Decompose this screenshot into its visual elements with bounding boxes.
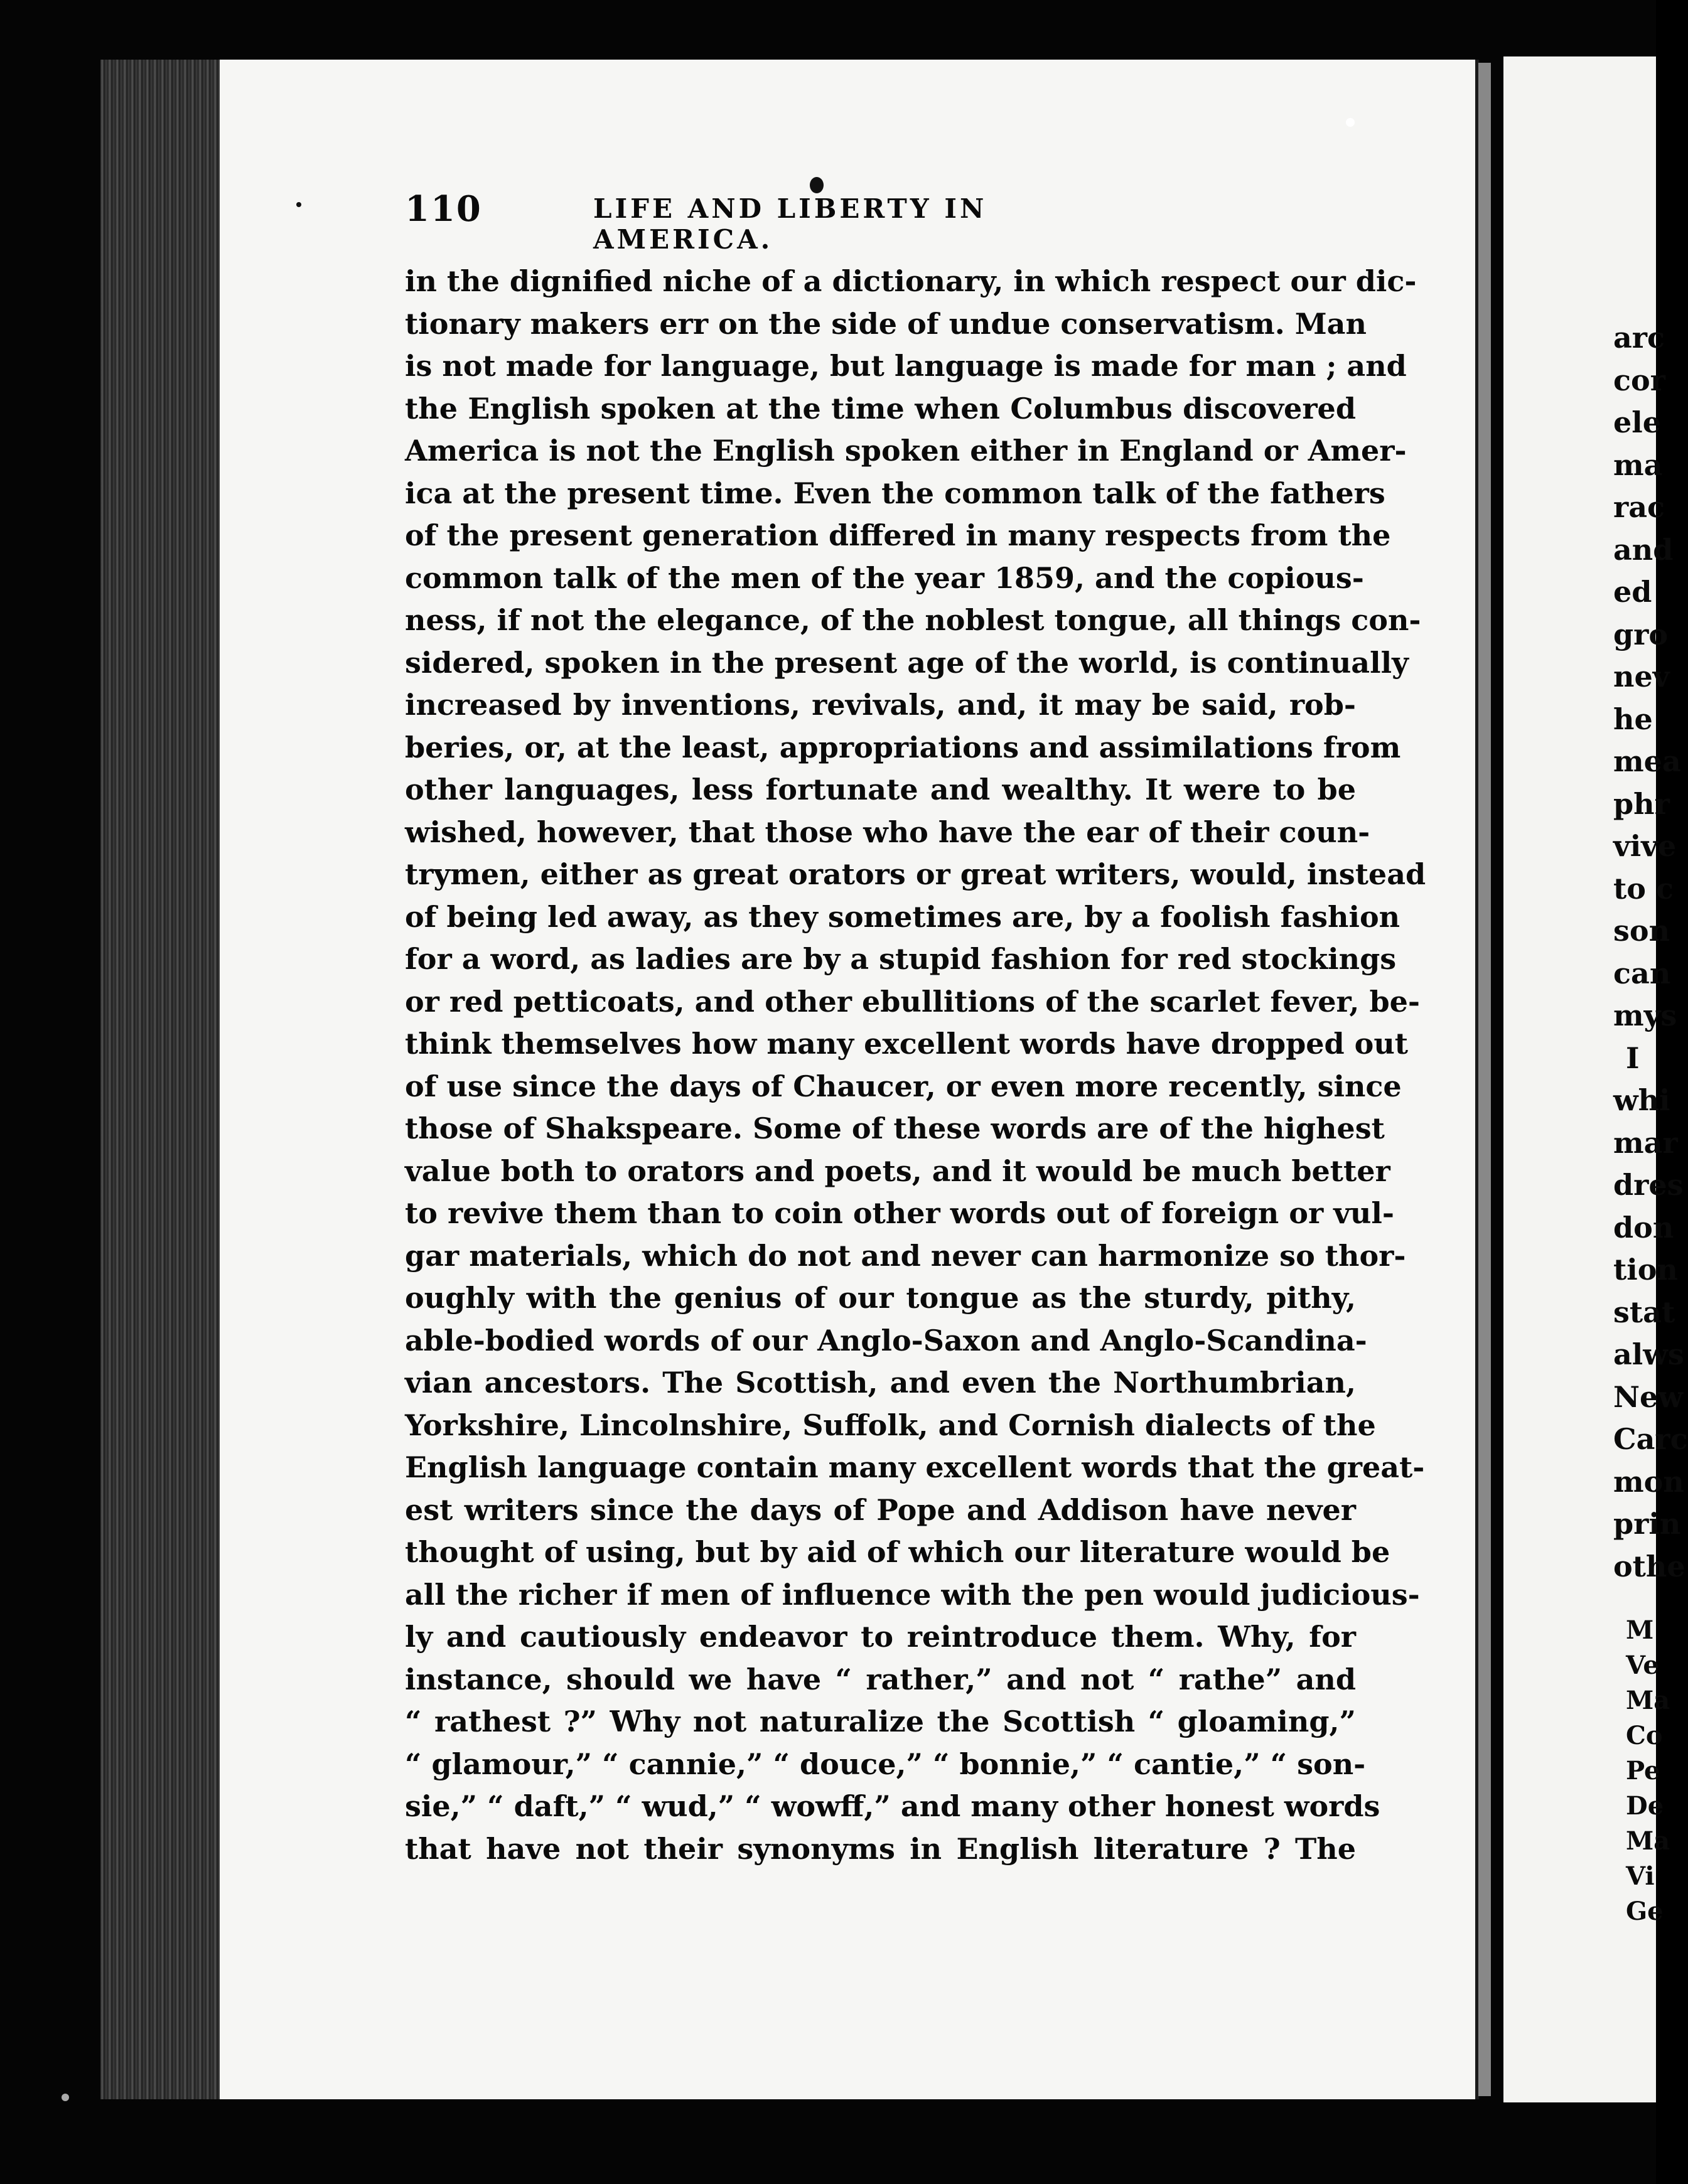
fragment-line: don [1613, 1210, 1674, 1245]
fragment-line: mon [1613, 1464, 1684, 1499]
text-line: ica at the present time. Even the common talk of the fathers [405, 476, 1385, 510]
fragment-list-line: Ve [1626, 1651, 1659, 1680]
fragment-line: mar [1613, 1125, 1678, 1160]
fragment-line: Carc [1613, 1422, 1688, 1456]
text-line: of being led away, as they sometimes are, by a foolish fashion [405, 899, 1400, 934]
fragment-line: whi [1613, 1083, 1670, 1117]
fragment-line: tion [1613, 1253, 1678, 1287]
fragment-line: and [1613, 532, 1674, 567]
text-line: “ rathest ?” Why not naturalize the Scottish “ gloaming,” [405, 1705, 1356, 1738]
text-line: common talk of the men of the year 1859, and the copious- [405, 560, 1364, 595]
fragment-line: dres [1613, 1168, 1684, 1202]
fragment-line: mea [1613, 744, 1681, 778]
text-line: gar materials, which do not and never can harmonize so thor- [405, 1238, 1406, 1273]
text-line: est writers since the days of Pope and Addison have never [405, 1492, 1356, 1527]
fragment-line: arc [1613, 321, 1665, 355]
fragment-list-line: Ma [1626, 1826, 1670, 1856]
fragment-list-line: Ma [1626, 1686, 1670, 1715]
text-line: ness, if not the elegance, of the noblest tongue, all things con- [405, 603, 1421, 637]
text-line: trymen, either as great orators or great writers, would, instead [405, 857, 1426, 891]
text-line: those of Shakspeare. Some of these words are of the highest [405, 1111, 1385, 1145]
page-right-partial [1503, 56, 1688, 2102]
fragment-line: I [1626, 1041, 1640, 1075]
fragment-list-line: De [1626, 1791, 1664, 1821]
fragment-line: ed [1613, 575, 1652, 609]
text-line: the English spoken at the time when Columbus discovered [405, 391, 1356, 426]
text-line: beries, or, at the least, appropriations and assimilations from [405, 730, 1401, 764]
scan-speck [1346, 118, 1355, 127]
text-line: for a word, as ladies are by a stupid fashion for red stockings [405, 942, 1397, 976]
running-head [405, 188, 1168, 255]
fragment-line: New [1613, 1379, 1683, 1414]
text-line: able-bodied words of our Anglo-Saxon and Anglo-Scandina- [405, 1323, 1367, 1357]
text-line: that have not their synonyms in English literature ? The [405, 1831, 1356, 1866]
binding-gutter [100, 60, 226, 2099]
text-line: other languages, less fortunate and wealthy. It were to be [405, 773, 1356, 806]
text-line: English language contain many excellent words that the great- [405, 1450, 1425, 1484]
fragment-line: he [1613, 702, 1653, 736]
text-line: is not made for language, but language is made for man ; and [405, 349, 1407, 383]
text-line: ly and cautiously endeavor to reintroduce them. Why, for [405, 1620, 1356, 1654]
text-line: thought of using, but by aid of which our literature would be [405, 1535, 1390, 1569]
text-line: America is not the English spoken either in England or Amer- [405, 434, 1407, 468]
fragment-list-line: M [1626, 1615, 1654, 1645]
right-page-fragments [1613, 317, 1688, 1588]
text-line: in the dignified niche of a dictionary, in which respect our dic- [405, 264, 1417, 298]
fragment-line: cor [1613, 363, 1665, 397]
text-line: of use since the days of Chaucer, or even more recently, since [405, 1069, 1402, 1103]
body-text [405, 260, 1426, 1870]
text-line: Yorkshire, Lincolnshire, Suffolk, and Cornish dialects of the [405, 1408, 1376, 1442]
fragment-list-line: Co [1626, 1721, 1663, 1750]
fragment-line: son [1613, 914, 1670, 948]
page-number: 110 [405, 188, 482, 230]
fragment-line: ele [1613, 405, 1662, 439]
scan-speck [296, 202, 301, 207]
fragment-line: othe [1613, 1549, 1685, 1583]
fragment-line: stat [1613, 1295, 1675, 1329]
text-line: increased by inventions, revivals, and, it may be said, rob- [405, 688, 1356, 722]
fragment-line: gro [1613, 617, 1669, 651]
fragment-line: rac [1613, 490, 1665, 524]
right-page-list-fragments [1626, 1613, 1670, 1929]
running-title: LIFE AND LIBERTY IN AMERICA. [593, 193, 987, 255]
text-line: sie,” “ daft,” “ wud,” “ wowff,” and many other honest words [405, 1789, 1380, 1823]
text-line: value both to orators and poets, and it would be much better [405, 1154, 1390, 1188]
fragment-line: to c [1613, 871, 1674, 906]
fragment-line: prin [1613, 1507, 1681, 1541]
text-line: sidered, spoken in the present age of the world, is continually [405, 645, 1409, 680]
text-line: tionary makers err on the side of undue conservatism. Man [405, 306, 1367, 341]
scan-speck [810, 177, 824, 193]
fragment-line: ma [1613, 447, 1663, 482]
fragment-line: can [1613, 956, 1671, 990]
text-line: instance, should we have “ rather,” and not “ rathe” and [405, 1662, 1356, 1696]
fragment-list-line: Pe [1626, 1756, 1660, 1785]
text-line: or red petticoats, and other ebullitions of the scarlet fever, be- [405, 984, 1420, 1019]
text-line: of the present generation differed in many respects from the [405, 518, 1391, 552]
fragment-line: nev [1613, 660, 1670, 693]
text-line: oughly with the genius of our tongue as the sturdy, pithy, [405, 1281, 1356, 1315]
text-line: all the richer if men of influence with the pen would judicious- [405, 1577, 1420, 1612]
fragment-line: alws [1613, 1337, 1684, 1371]
text-line: “ glamour,” “ cannie,” “ douce,” “ bonnie,” “ cantie,” “ son- [405, 1747, 1366, 1781]
text-line: think themselves how many excellent words have dropped out [405, 1027, 1409, 1061]
text-line: to revive them than to coin other words out of foreign or vul- [405, 1196, 1394, 1230]
fragment-list-line: Ge [1626, 1897, 1664, 1926]
page-edge [1478, 63, 1491, 2096]
fragment-list-line: Vi [1626, 1861, 1655, 1891]
fragment-line: vive [1613, 829, 1677, 863]
scan-speck [62, 2094, 69, 2101]
fragment-line: mys [1613, 998, 1677, 1032]
fragment-line: phr [1613, 786, 1670, 821]
text-line: wished, however, that those who have the ear of their coun- [405, 815, 1370, 849]
text-line: vian ancestors. The Scottish, and even the Northumbrian, [405, 1366, 1356, 1400]
